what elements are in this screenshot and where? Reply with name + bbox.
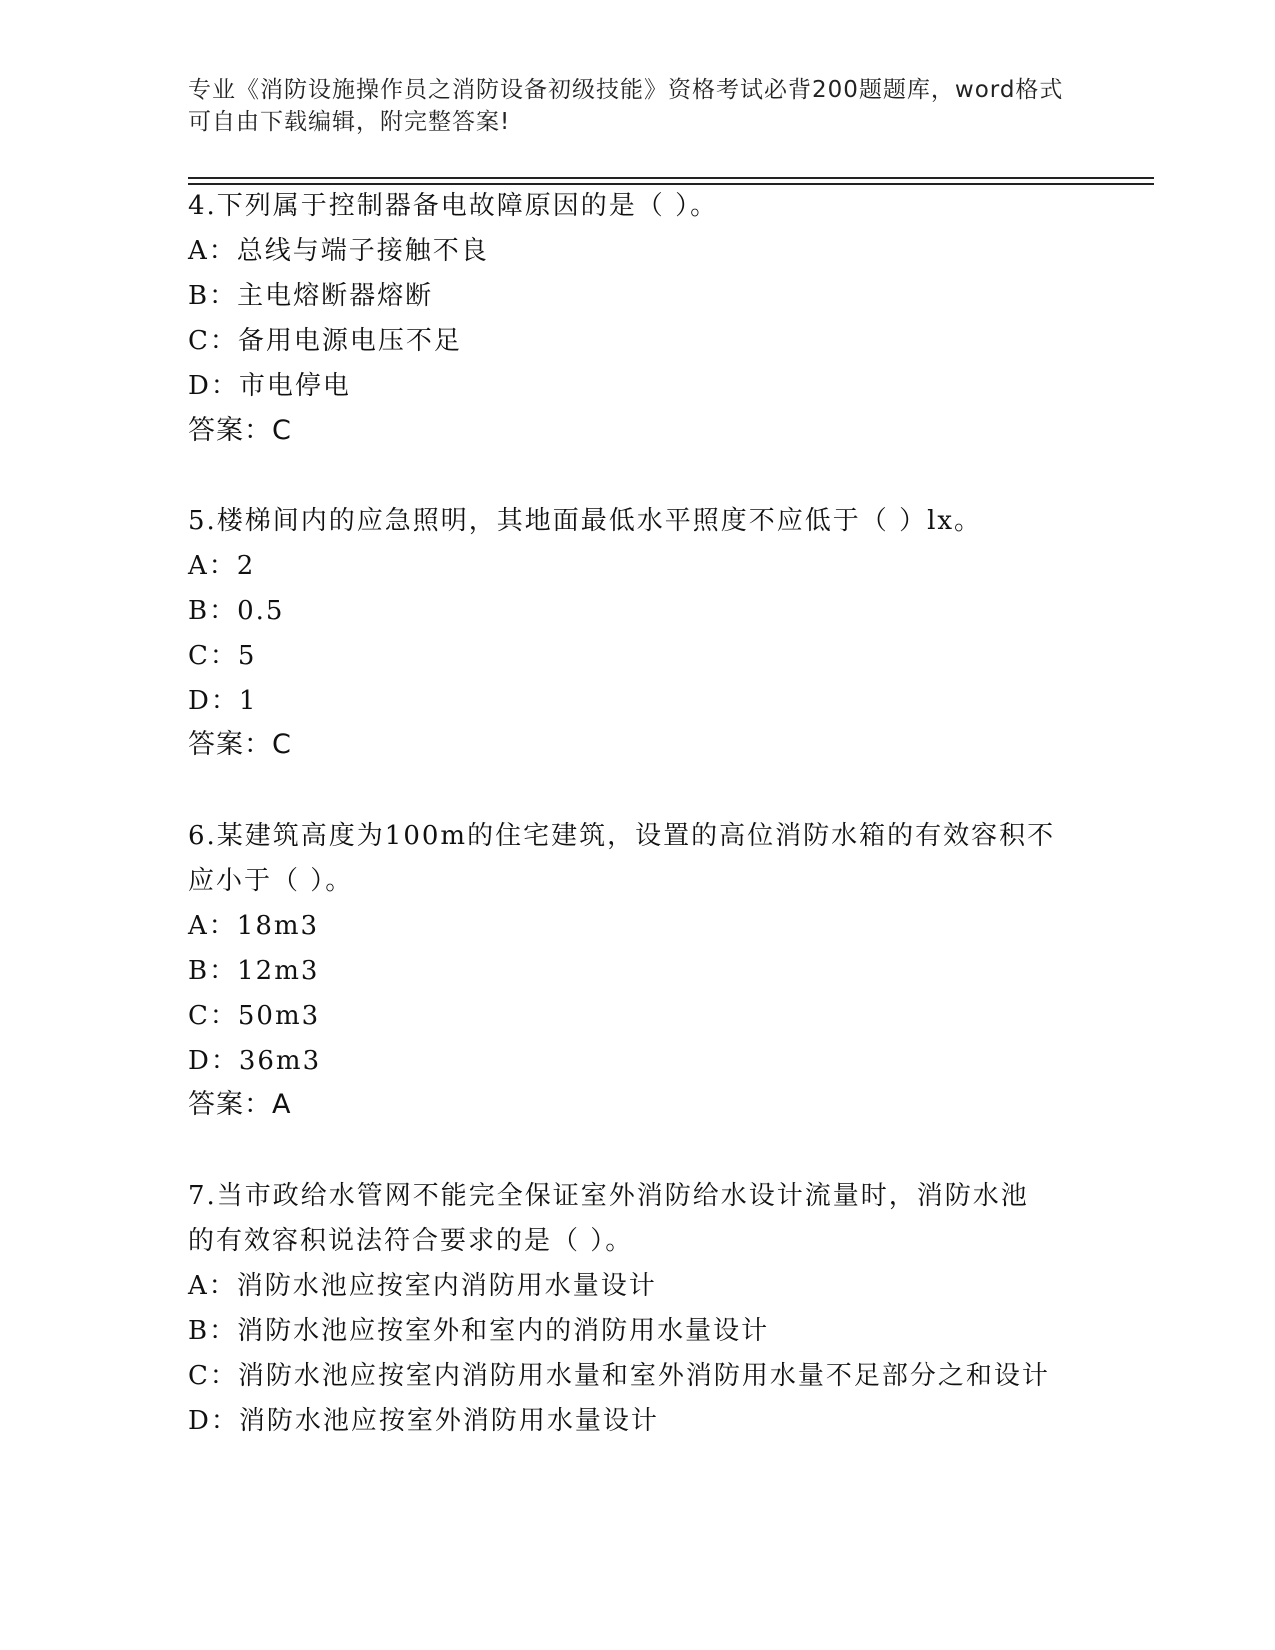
question-6-option-d: D：36m3 [188,1046,322,1076]
question-4-option-b: B：主电熔断器熔断 [188,281,434,311]
question-5-option-c: C：5 [188,641,257,671]
question-4-option-c: C：备用电源电压不足 [188,326,462,356]
question-6-option-b: B：12m3 [188,956,320,986]
question-4-stem: 4.下列属于控制器备电故障原因的是（ ）。 [188,191,719,221]
question-6-answer: 答案：A [188,1089,292,1120]
question-5-option-d: D：1 [188,686,258,716]
question-5-option-b: B：0.5 [188,596,285,626]
question-6-option-c: C：50m3 [188,1001,321,1031]
header-divider-bottom [188,183,1154,185]
question-5-option-a: A：2 [188,551,256,581]
question-7-option-b: B：消防水池应按室外和室内的消防用水量设计 [188,1316,770,1346]
question-6-option-a: A：18m3 [188,911,320,941]
question-4-option-a: A：总线与端子接触不良 [188,236,489,266]
question-4-answer: 答案：C [188,415,292,446]
question-6-stem-line-2: 应小于（ ）。 [188,866,354,896]
question-5-answer: 答案：C [188,729,292,760]
question-7-option-a: A：消防水池应按室内消防用水量设计 [188,1271,657,1301]
document-header: 专业《消防设施操作员之消防设备初级技能》资格考试必背200题题库，word格式可自由下载编辑，附完整答案! [188,77,1064,135]
question-7-option-d: D：消防水池应按室外消防用水量设计 [188,1406,659,1436]
question-6-stem-line-1: 6.某建筑高度为100m的住宅建筑，设置的高位消防水箱的有效容积不 [188,821,1056,851]
header-divider-top [188,177,1154,179]
question-7-stem-line-2: 的有效容积说法符合要求的是（ ）。 [188,1226,634,1256]
question-4-option-d: D：市电停电 [188,371,351,401]
question-7-stem-line-1: 7.当市政给水管网不能完全保证室外消防给水设计流量时，消防水池 [188,1181,1029,1211]
question-5-stem: 5.楼梯间内的应急照明，其地面最低水平照度不应低于（ ）lx。 [188,506,983,536]
question-7-option-c: C：消防水池应按室内消防用水量和室外消防用水量不足部分之和设计 [188,1361,1050,1391]
